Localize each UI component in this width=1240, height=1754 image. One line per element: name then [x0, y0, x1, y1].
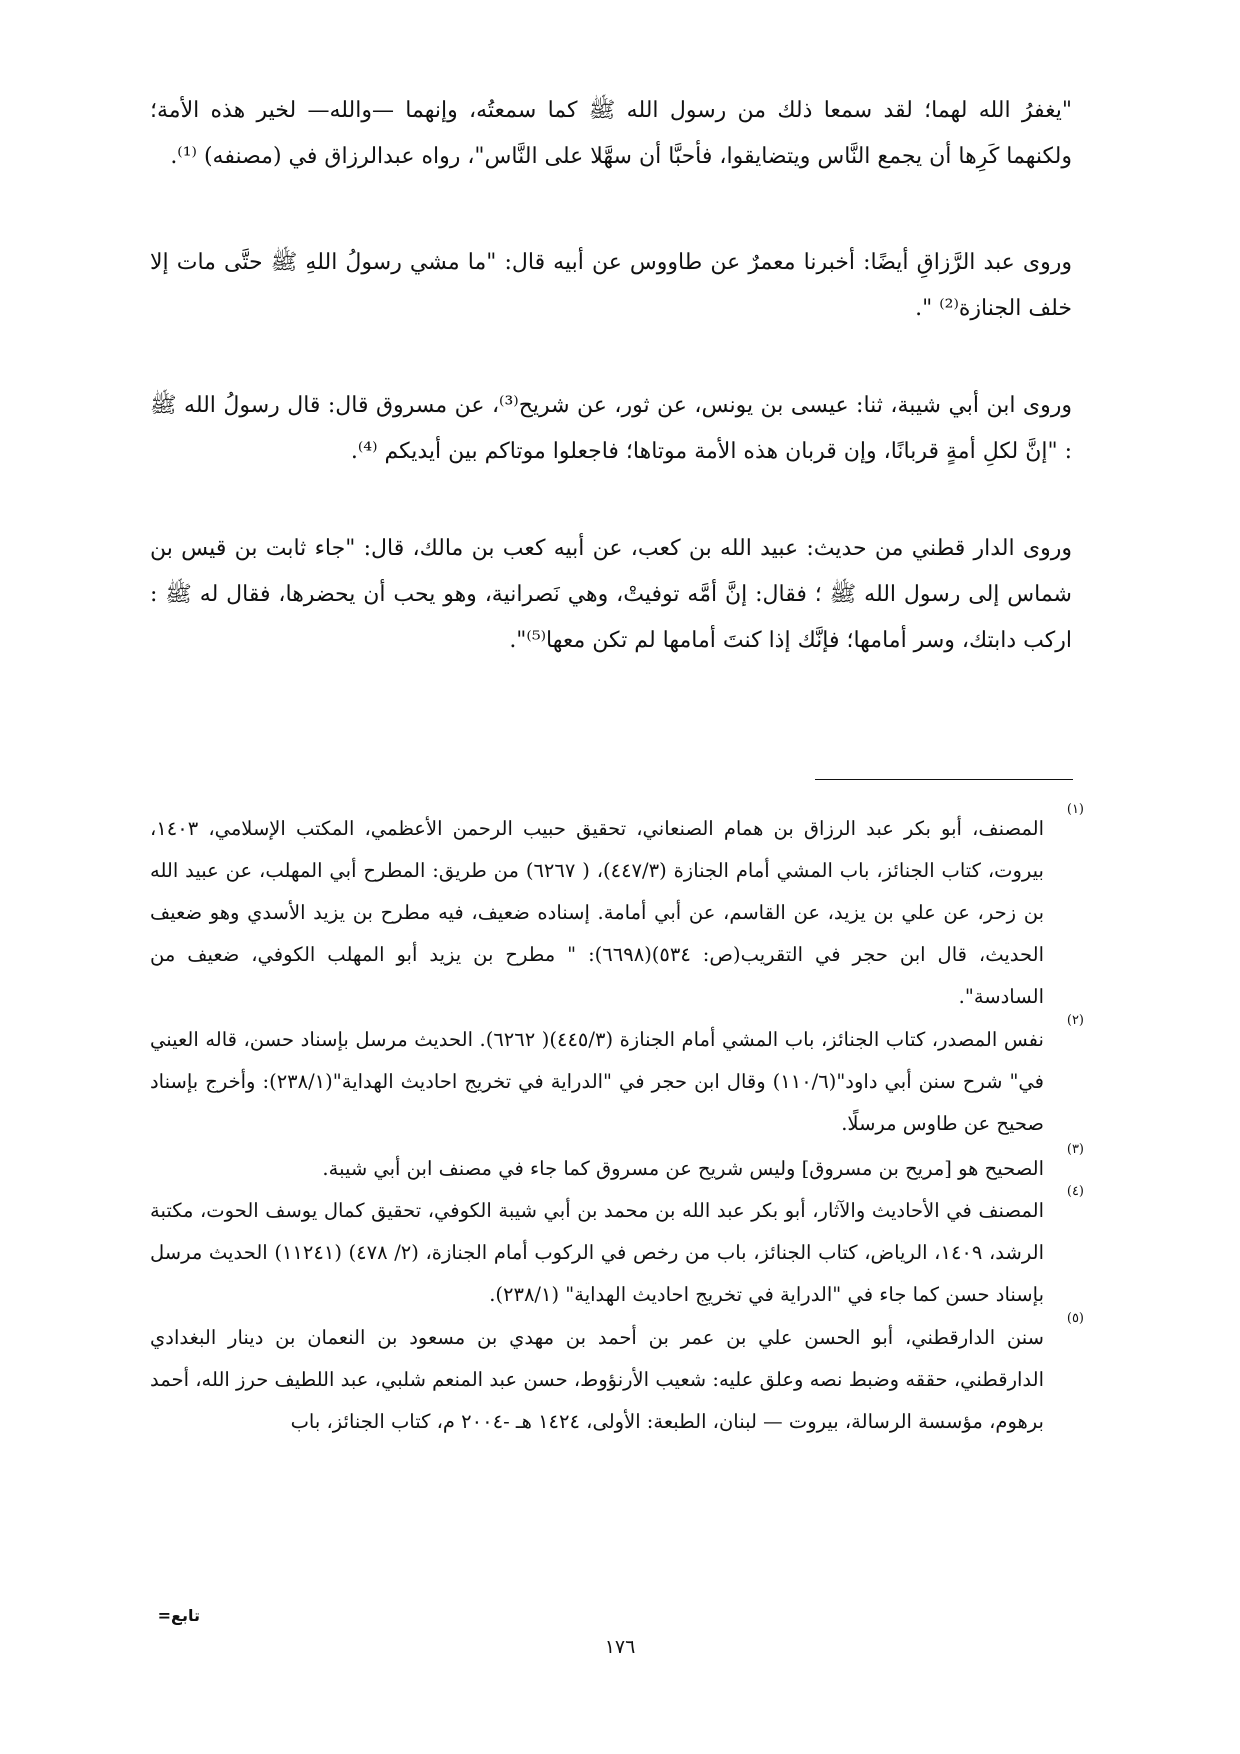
continued-label: تابع= [157, 1606, 200, 1625]
footnote-divider [815, 779, 1073, 780]
footnote-4 [150, 1184, 1084, 1316]
paragraph-2: وروى عبد الرَّزاقِ أيضًا: أخبرنا معمرٌ عن طاووس عن أبيه قال: "ما مشي رسولُ اللهِ ﷺ حتَّى مات إلا خلف الجنازة⁽²⁾ ". [150, 250, 1072, 321]
page-number: ١٧٦ [604, 1636, 636, 1658]
footnote-marker: (٥) [1066, 1311, 1084, 1326]
footnote-marker: (٤) [1066, 1184, 1084, 1199]
paragraph-1: "يغفرُ الله لهما؛ لقد سمعا ذلك من رسول الله ﷺ كما سمعتُه، وإنهما —والله— لخير هذه الأمة؛ ولكنهما كَرِها أن يجمع النَّاس ويتضايقوا، فأحبَّا أن سهَّلا على النَّاس"، رواه عبدالرزاق في (مصنفه) ⁽¹⁾. [150, 98, 1072, 169]
footnote-text: سنن الدارقطني، أبو الحسن علي بن عمر بن أحمد بن مهدي بن مسعود بن النعمان بن دينار البغدادي الدارقطني، حققه وضبط نصه وعلق عليه: شعيب الأرنؤوط، حسن عبد المنعم شلبي، عبد اللطيف حرز الله، أحمد برهوم، مؤسسة الرسالة، بيروت — لبنان، الطبعة: الأولى، ١٤٢٤ هـ -٢٠٠٤ م، كتاب الجنائز، باب [150, 1326, 1044, 1433]
footnote-5 [150, 1311, 1084, 1443]
footnote-3 [150, 1142, 1084, 1190]
footnote-text: المصنف، أبو بكر عبد الرزاق بن همام الصنعاني، تحقيق حبيب الرحمن الأعظمي، المكتب الإسلامي، ١٤٠٣، بيروت، كتاب الجنائز، باب المشي أمام الجنازة (٤٤٧/٣)، ( ٦٢٦٧) من طريق: المطرح أبي المهلب، عن عبيد الله بن زحر، عن علي بن يزيد، عن القاسم، عن أبي أمامة. إسناده ضعيف، فيه مطرح بن يزيد الأسدي وهو ضعيف الحديث، قال ابن حجر في التقريب(ص: ٥٣٤)(٦٦٩٨): " مطرح بن يزيد أبو المهلب الكوفي، ضعيف من السادسة". [150, 817, 1044, 1008]
footnote-marker: (٣) [1066, 1142, 1084, 1157]
footnote-text: الصحيح هو [مريح بن مسروق] وليس شريح عن مسروق كما جاء في مصنف ابن أبي شيبة. [322, 1157, 1044, 1180]
footnote-marker: (٢) [1066, 1013, 1084, 1028]
footnote-text: المصنف في الأحاديث والآثار، أبو بكر عبد الله بن محمد بن أبي شيبة الكوفي، تحقيق كمال يوسف الحوت، مكتبة الرشد، ١٤٠٩، الرياض، كتاب الجنائز، باب من رخص في الركوب أمام الجنازة، (٢/ ٤٧٨) (١١٢٤١) الحديث مرسل بإسناد حسن كما جاء في "الدراية في تخريج احاديث الهداية" (٢٣٨/١). [150, 1199, 1044, 1306]
paragraph-4: وروى الدار قطني من حديث: عبيد الله بن كعب، عن أبيه كعب بن مالك، قال: "جاء ثابت بن قيس بن شماس إلى رسول الله ﷺ ؛ فقال: إنَّ أمَّه توفيتْ، وهي نَصرانية، وهو يحب أن يحضرها، فقال له ﷺ : اركب دابتك، وسر أمامها؛ فإنَّك إذا كنتَ أمامها لم تكن معها⁽⁵⁾". [150, 536, 1072, 653]
footnote-1 [150, 802, 1084, 1018]
paragraph-3: وروى ابن أبي شيبة، ثنا: عيسى بن يونس، عن ثور، عن شريح⁽³⁾، عن مسروق قال: قال رسولُ الله ﷺ : "إنَّ لكلِ أمةٍ قربانًا، وإن قربان هذه الأمة موتاها؛ فاجعلوا موتاكم بين أيديكم ⁽⁴⁾. [150, 393, 1072, 464]
footnote-text: نفس المصدر، كتاب الجنائز، باب المشي أمام الجنازة (٤٤٥/٣)( ٦٢٦٢). الحديث مرسل بإسناد حسن، قاله العيني في" شرح سنن أبي داود"(١١٠/٦) وقال ابن حجر في "الدراية في تخريج احاديث الهداية"(٢٣٨/١): وأخرج بإسناد صحيح عن طاوس مرسلًا. [150, 1028, 1045, 1135]
footnote-marker: (١) [1066, 802, 1084, 817]
footnote-2 [150, 1013, 1084, 1145]
